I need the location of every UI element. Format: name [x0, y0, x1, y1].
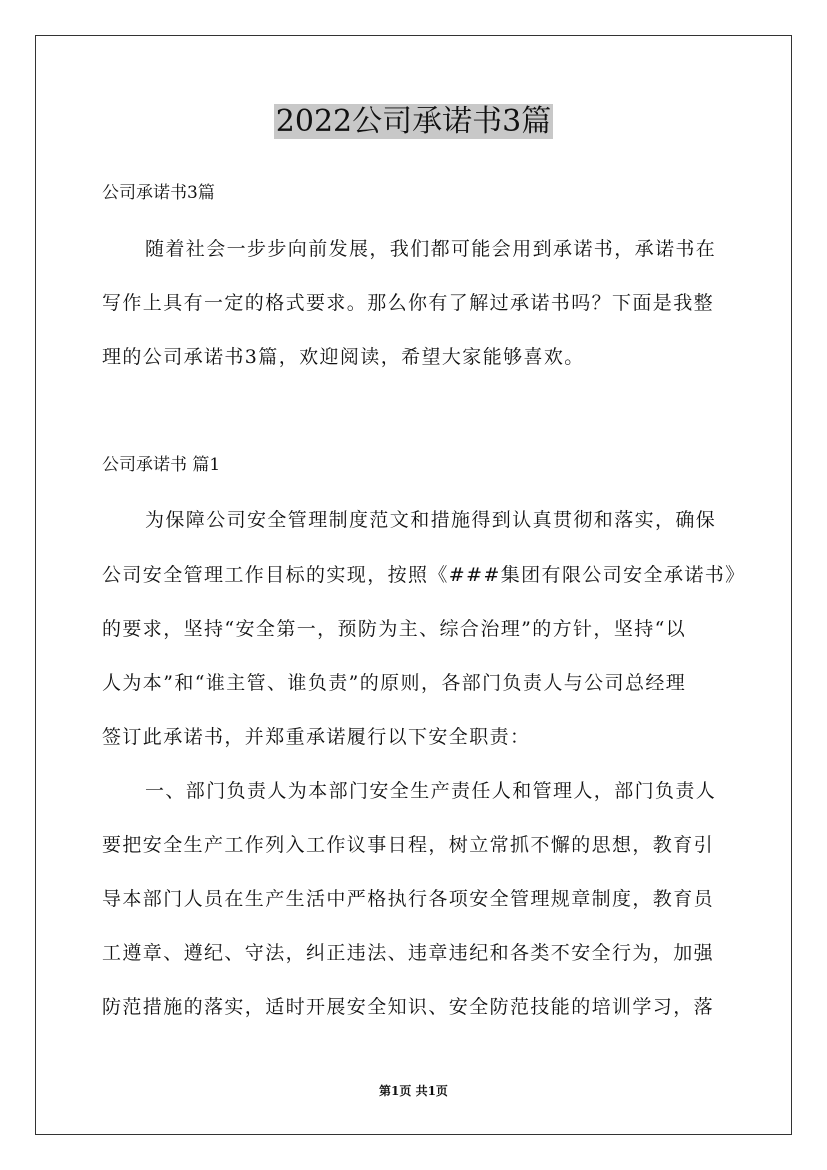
- paragraph-line: 防范措施的落实，适时开展安全知识、安全防范技能的培训学习，落: [102, 996, 715, 1018]
- paragraph-line: 签订此承诺书，并郑重承诺履行以下安全职责：: [102, 726, 531, 748]
- paragraph-line: 公司安全管理工作目标的实现，按照《###集团有限公司安全承诺书》: [102, 564, 746, 586]
- section-heading: 公司承诺书 篇1: [102, 455, 221, 475]
- paragraph-line: 的要求，坚持“安全第一，预防为主、综合治理”的方针，坚持“以: [102, 618, 687, 640]
- paragraph-line: 人为本”和“谁主管、谁负责”的原则，各部门负责人与公司总经理: [102, 672, 687, 694]
- intro-line: 写作上具有一定的格式要求。那么你有了解过承诺书吗？下面是我整: [102, 292, 715, 314]
- page-footer: 第1页 共1页: [379, 1084, 448, 1098]
- paragraph-line: 为保障公司安全管理制度范文和措施得到认真贯彻和落实，确保: [145, 509, 717, 531]
- paragraph-line: 工遵章、遵纪、守法，纠正违法、违章违纪和各类不安全行为，加强: [102, 942, 715, 964]
- paragraph-line: 要把安全生产工作列入工作议事日程，树立常抓不懈的思想，教育引: [102, 834, 715, 856]
- document-subtitle: 公司承诺书3篇: [102, 183, 215, 203]
- intro-line: 随着社会一步步向前发展，我们都可能会用到承诺书，承诺书在: [145, 238, 717, 260]
- paragraph-line: 一、部门负责人为本部门安全生产责任人和管理人，部门负责人: [145, 780, 717, 802]
- document-title: [0, 100, 827, 144]
- paragraph-line: 导本部门人员在生产生活中严格执行各项安全管理规章制度，教育员: [102, 888, 715, 910]
- document-title-text: 2022公司承诺书3篇: [275, 104, 552, 139]
- intro-line: 理的公司承诺书3篇，欢迎阅读，希望大家能够喜欢。: [102, 346, 585, 368]
